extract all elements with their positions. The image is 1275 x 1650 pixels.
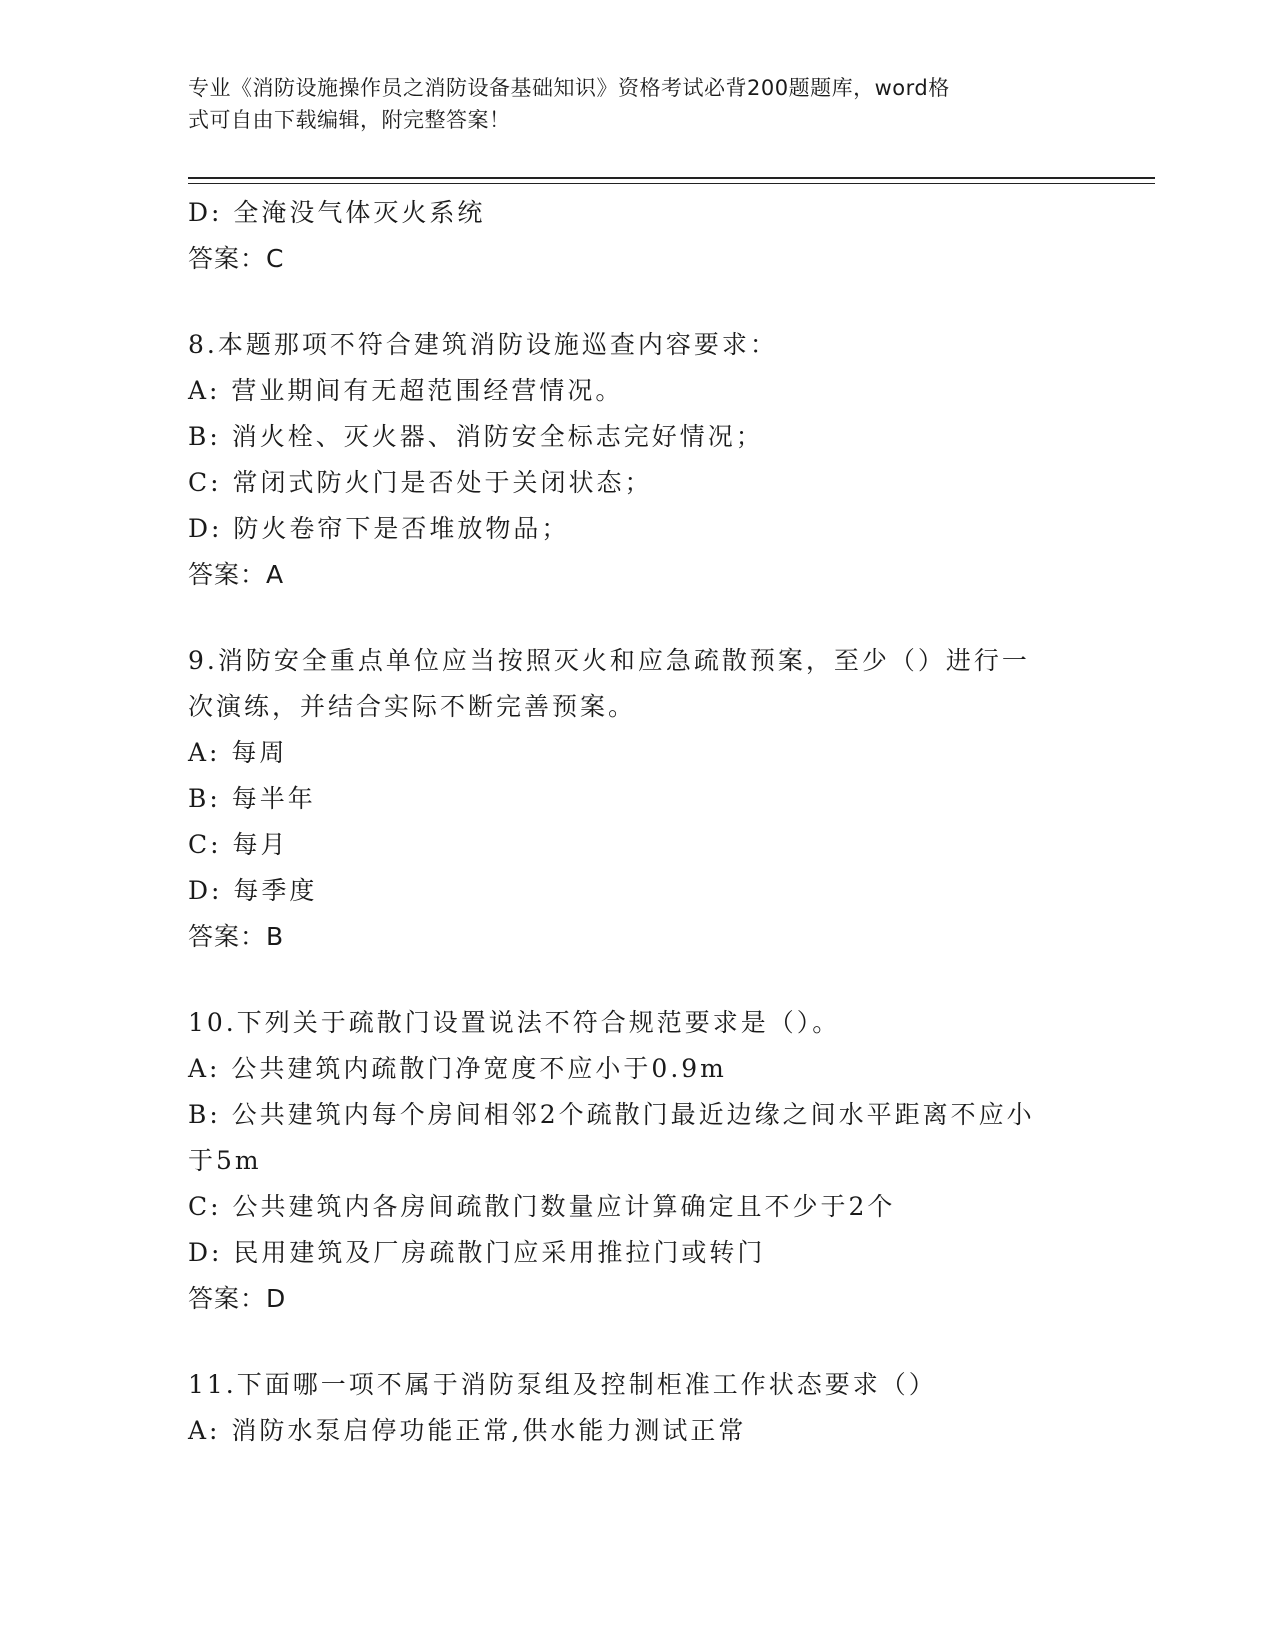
question-9 <box>188 638 1088 960</box>
option-d: D: 民用建筑及厂房疏散门应采用推拉门或转门 <box>188 1238 766 1267</box>
option-b: B: 消火栓、灭火器、消防安全标志完好情况； <box>188 422 764 451</box>
option-b: B: 每半年 <box>188 784 316 813</box>
question-gap <box>188 282 1088 322</box>
header-divider-thin <box>188 183 1155 184</box>
question-8 <box>188 322 1088 598</box>
option-c: C: 公共建筑内各房间疏散门数量应计算确定且不少于2个 <box>188 1192 896 1221</box>
option-d: D: 防火卷帘下是否堆放物品； <box>188 514 570 543</box>
header-line-1: 专业《消防设施操作员之消防设备基础知识》资格考试必背200题题库，word格 <box>188 76 950 100</box>
answer-line: 答案：A <box>188 560 285 589</box>
option-d: D: 全淹没气体灭火系统 <box>188 198 486 227</box>
header-divider-thick <box>188 177 1155 179</box>
question-text-continued: 次演练，并结合实际不断完善预案。 <box>188 692 637 721</box>
document-header <box>188 72 1068 136</box>
option-c: C: 常闭式防火门是否处于关闭状态； <box>188 468 653 497</box>
question-content <box>188 190 1088 1454</box>
question-text: 11.下面哪一项不属于消防泵组及控制柜准工作状态要求（） <box>188 1370 937 1399</box>
question-10 <box>188 1000 1088 1322</box>
question-gap <box>188 1322 1088 1362</box>
question-gap <box>188 598 1088 638</box>
question-text: 10.下列关于疏散门设置说法不符合规范要求是（）。 <box>188 1008 841 1037</box>
question-text: 9.消防安全重点单位应当按照灭火和应急疏散预案，至少（）进行一 <box>188 646 1030 675</box>
option-a: A: 消防水泵启停功能正常,供水能力测试正常 <box>188 1416 747 1445</box>
answer-line: 答案：D <box>188 1284 287 1313</box>
answer-line: 答案：C <box>188 244 285 273</box>
question-7-fragment <box>188 190 1088 282</box>
option-b-continued: 于5m <box>188 1146 262 1175</box>
option-a: A: 营业期间有无超范围经营情况。 <box>188 376 624 405</box>
option-a: A: 每周 <box>188 738 288 767</box>
option-a: A: 公共建筑内疏散门净宽度不应小于0.9m <box>188 1054 727 1083</box>
option-c: C: 每月 <box>188 830 289 859</box>
question-gap <box>188 960 1088 1000</box>
question-text: 8.本题那项不符合建筑消防设施巡查内容要求： <box>188 330 778 359</box>
header-line-2: 式可自由下载编辑，附完整答案！ <box>188 108 511 132</box>
option-b: B: 公共建筑内每个房间相邻2个疏散门最近边缘之间水平距离不应小 <box>188 1100 1035 1129</box>
answer-line: 答案：B <box>188 922 285 951</box>
question-11 <box>188 1362 1088 1454</box>
option-d: D: 每季度 <box>188 876 318 905</box>
